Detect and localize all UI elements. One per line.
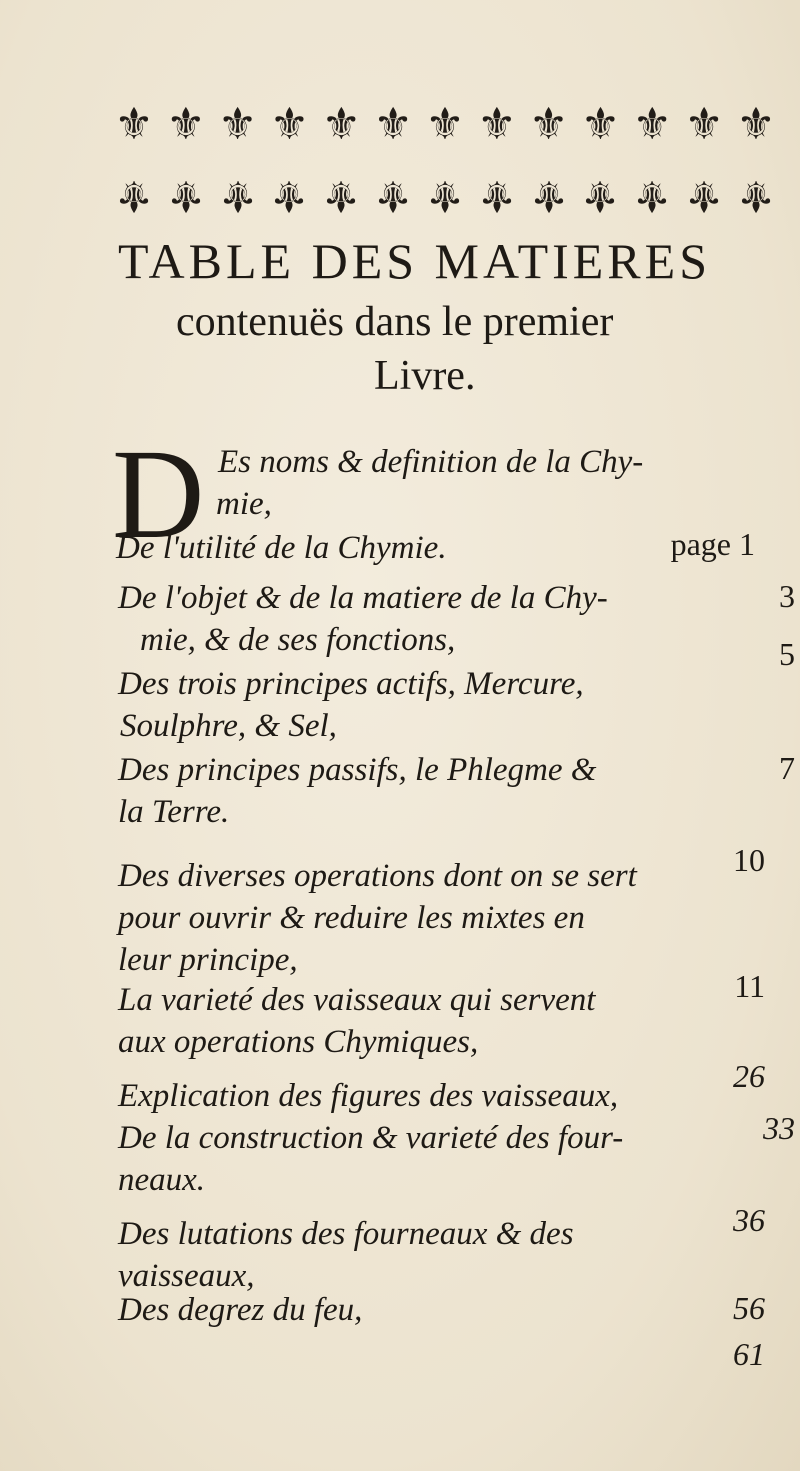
fleur-de-lis-icon: ⚜ [528,171,569,220]
fleur-de-lis-icon: ⚜ [684,100,724,149]
toc-entry-line: leur principe, [118,942,298,978]
fleur-de-lis-icon: ⚜ [321,171,362,220]
fleur-de-lis-icon: ⚜ [477,100,517,149]
fleur-de-lis-icon: ⚜ [580,171,621,220]
toc-entry-line: La varieté des vaisseaux qui servent [118,982,596,1018]
toc-entry-line: Des lutations des fourneaux & des [118,1216,574,1252]
fleur-de-lis-icon: ⚜ [477,171,517,220]
fleur-de-lis-icon: ⚜ [736,171,776,220]
fleur-de-lis-icon: ⚜ [217,171,258,220]
toc-page-number: 11 [734,968,765,1004]
fleur-de-lis-icon: ⚜ [632,171,673,220]
fleur-de-lis-icon: ⚜ [373,100,413,149]
fleur-de-lis-icon: ⚜ [217,100,258,149]
page-subtitle: contenuës dans le premier [176,299,614,345]
fleur-de-lis-icon: ⚜ [114,171,154,220]
fleur-de-lis-icon: ⚜ [114,100,154,149]
fleur-de-lis-icon: ⚜ [580,100,621,149]
fleuron-band [110,90,780,230]
fleur-de-lis-icon: ⚜ [632,100,672,149]
toc-page-number: 10 [733,842,765,878]
toc-entry-line: neaux. [118,1162,206,1198]
toc-entry-line: Des principes passifs, le Phlegme & [118,752,597,788]
toc-entry-line: aux operations Chymiques, [118,1024,479,1060]
page-subtitle-livre: Livre. [374,353,476,399]
toc-entry-line: vaisseaux, [118,1258,255,1294]
toc-entry-line: Des diverses operations dont on se sert [118,858,637,894]
fleur-de-lis-icon: ⚜ [425,171,465,220]
toc-page-number: 3 [779,578,795,614]
fleur-de-lis-icon: ⚜ [166,100,206,149]
fleuron-row-top [110,90,780,160]
page-title: TABLE DES MATIERES [118,233,711,289]
toc-page-number: 61 [733,1336,765,1372]
fleur-de-lis-icon: ⚜ [269,100,310,149]
toc-page-number: 33 [763,1110,795,1146]
toc-page-number: page 1 [670,526,755,562]
drop-cap: D [112,423,205,565]
fleuron-row-bottom [110,160,780,230]
fleur-de-lis-icon: ⚜ [373,171,413,220]
toc-entry-line: mie, & de ses fonctions, [140,622,456,658]
toc-entry-line: De l'objet & de la matiere de la Chy- [118,580,608,616]
toc-entry-line: pour ouvrir & reduire les mixtes en [118,900,585,936]
fleur-de-lis-icon: ⚜ [321,100,362,149]
fleur-de-lis-icon: ⚜ [166,171,206,220]
toc-entry-line: De l'utilité de la Chymie. [116,530,447,566]
toc-entry-line: De la construction & varieté des four- [118,1120,624,1156]
fleur-de-lis-icon: ⚜ [528,100,569,149]
fleur-de-lis-icon: ⚜ [425,100,465,149]
toc-entry-line: Des degrez du feu, [118,1292,363,1328]
toc-page-number: 36 [733,1202,765,1238]
fleur-de-lis-icon: ⚜ [736,100,776,149]
toc-entry-line: mie, [216,486,272,522]
toc-entry-line: Des trois principes actifs, Mercure, [118,666,584,702]
fleur-de-lis-icon: ⚜ [684,171,724,220]
toc-entry-line: Soulphre, & Sel, [120,708,337,744]
toc-entry-line: Explication des figures des vaisseaux, [118,1078,619,1114]
toc-page-number: 26 [733,1058,765,1094]
toc-entry-line: la Terre. [118,794,230,830]
toc-page-number: 7 [779,750,795,786]
toc-page-number: 56 [733,1290,765,1326]
fleur-de-lis-icon: ⚜ [269,171,310,220]
toc-entry-line: Es noms & definition de la Chy- [218,444,644,480]
toc-page-number: 5 [779,636,795,672]
